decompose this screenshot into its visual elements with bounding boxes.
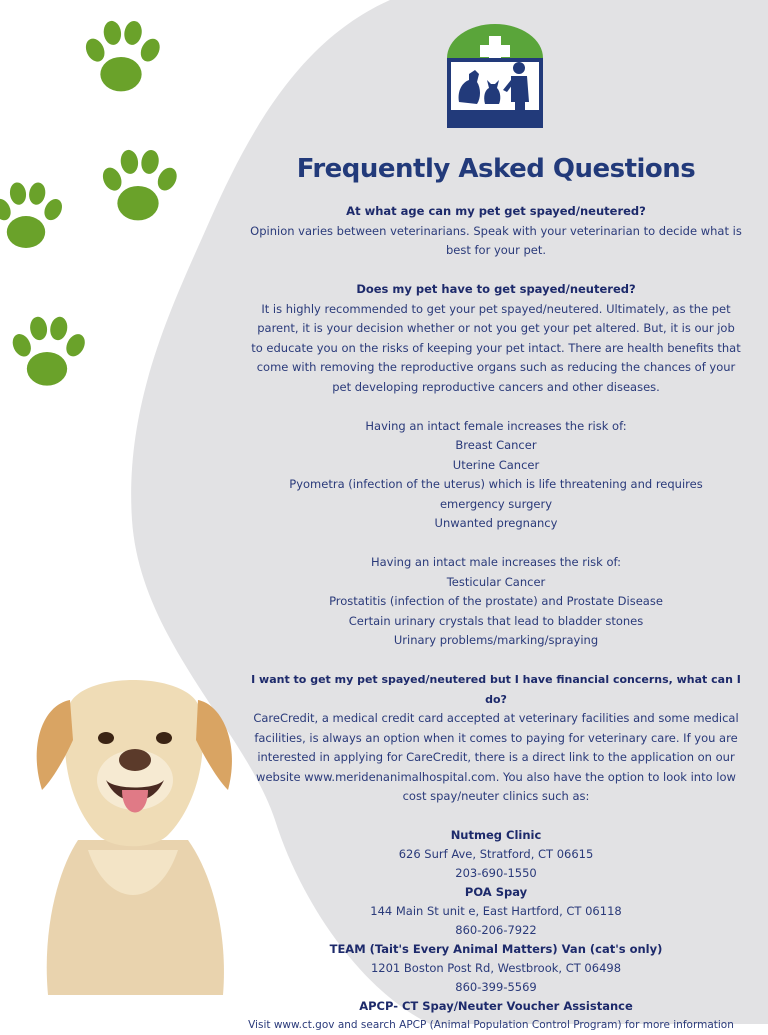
clinic-address: 1201 Boston Post Rd, Westbrook, CT 06498 [370,961,622,975]
golden-retriever-photo [18,650,248,995]
male-risk-item: Certain urinary crystals that lead to bladder stones [348,613,644,628]
female-risk-item: Pyometra (infection of the uterus) which is life threatening and requires emergency surgery [289,477,703,511]
clinic-name: Nutmeg Clinic [450,828,542,842]
clinic-phone: 860-206-7922 [455,923,537,937]
page-title: Frequently Asked Questions [296,154,696,184]
vet-clinic-logo-icon [445,24,545,128]
clinic-address: Visit www.ct.gov and search APCP (Animal Population Control Program) for more information [248,1019,734,1031]
paw-print-icon [78,12,164,102]
faq-question-age: At what age can my pet get spayed/neutered? [346,204,646,218]
clinic-phone: 203-690-1550 [455,866,537,880]
male-risk-item: Prostatitis (infection of the prostate) and Prostate Disease [329,594,663,608]
faq-content [250,150,742,1035]
paw-print-icon [95,140,181,232]
clinic-address: 626 Surf Ave, Stratford, CT 06615 [398,847,594,861]
female-risk-intro: Having an intact female increases the risk of: [365,418,627,433]
female-risk-item: Unwanted pregnancy [434,516,558,530]
faq-question-financial: I want to get my pet spayed/neutered but I have financial concerns, what can I do? [251,673,741,706]
faq-question-required: Does my pet have to get spayed/neutered? [356,282,636,296]
clinic-name: POA Spay [464,885,528,899]
clinic-name: TEAM (Tait's Every Animal Matters) Van (cat's only) [329,942,663,956]
paw-print-icon [0,170,66,262]
paw-print-icon [5,305,89,399]
faq-answer-required: It is highly recommended to get your pet spayed/neutered. Ultimately, as the pet parent, it is your decision whether or not you get your pet altered. But, it is our job to educate you on the risks of keeping your pet intact. There are health benefits that come with removing the reproductive organs such as reducing the chances of your pet developing reproductive cancers and other diseases. [251,301,741,394]
male-risk-item: Urinary problems/marking/spraying [393,633,599,647]
male-risk-item: Testicular Cancer [446,574,546,589]
clinic-address: 144 Main St unit e, East Hartford, CT 06118 [370,904,622,918]
faq-answer-age: Opinion varies between veterinarians. Speak with your veterinarian to decide what is best for your pet. [250,223,742,257]
female-risk-item: Uterine Cancer [452,457,540,472]
faq-answer-financial: CareCredit, a medical credit card accepted at veterinary facilities and some medical facilities, is always an option when it comes to paying for veterinary care. If you are interested in applying for CareCredit, there is a direct link to the application on our website www.meridenanimalhospital.com. You also have the option to look into low cost spay/neuter clinics such as: [253,711,739,803]
male-risk-intro: Having an intact male increases the risk of: [370,555,622,569]
clinic-phone: 860-399-5569 [455,980,537,994]
female-risk-item: Breast Cancer [455,438,537,452]
clinic-name: APCP- CT Spay/Neuter Voucher Assistance [359,999,633,1013]
